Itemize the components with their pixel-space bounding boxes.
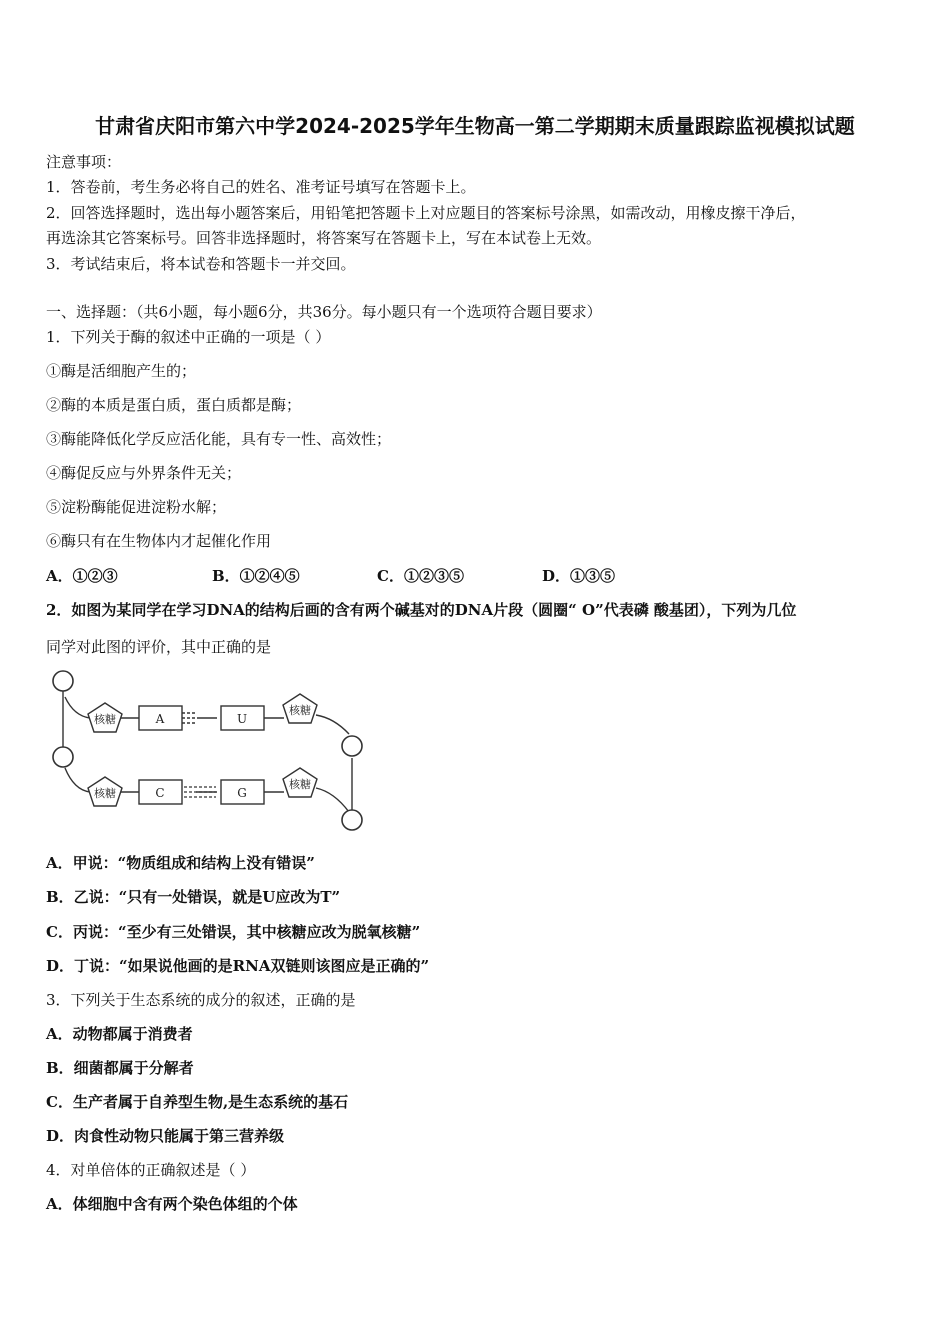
notice-item: 再选涂其它答案标号。回答非选择题时，将答案写在答题卡上，写在本试卷上无效。 [46, 229, 602, 247]
notice-item: 2．回答选择题时，选出每小题答案后，用铅笔把答题卡上对应题目的答案标号涂黑，如需改动，用橡皮擦干净后， [46, 204, 806, 222]
phosphate-circle [53, 671, 73, 691]
q3-option-b[interactable]: B．细菌都属于分解者 [46, 1059, 194, 1077]
q3-option-c[interactable]: C．生产者属于自养型生物,是生态系统的基石 [46, 1093, 349, 1111]
base-label-g: G [237, 786, 247, 800]
q1-statement: ②酶的本质是蛋白质，蛋白质都是酶； [46, 396, 302, 414]
backbone-line [316, 788, 349, 812]
question-2-stem: 2．如图为某同学在学习DNA的结构后画的含有两个碱基对的DNA片段（圆圈“ O”代表磷 酸基团），下列为几位 [46, 601, 797, 619]
q1-option-a[interactable]: A．①②③ [46, 567, 118, 585]
base-label-a: A [155, 712, 165, 726]
base-label-c: C [155, 786, 165, 800]
q1-statement: ⑤淀粉酶能促进淀粉水解； [46, 498, 227, 516]
q1-option-d[interactable]: D．①③⑤ [542, 567, 616, 585]
notice-item: 1．答卷前，考生务必将自己的姓名、准考证号填写在答题卡上。 [46, 178, 476, 196]
question-4-stem: 4．对单倍体的正确叙述是（ ） [46, 1161, 256, 1179]
question-1-stem: 1．下列关于酶的叙述中正确的一项是（ ） [46, 328, 331, 346]
notice-heading: 注意事项： [46, 153, 122, 171]
sugar-label: 核糖 [289, 778, 311, 791]
q2-option-d[interactable]: D．丁说：“如果说他画的是RNA双链则该图应是正确的” [46, 957, 430, 975]
question-3-stem: 3．下列关于生态系统的成分的叙述，正确的是 [46, 991, 356, 1009]
q1-statement: ③酶能降低化学反应活化能，具有专一性、高效性； [46, 430, 392, 448]
backbone-line [316, 715, 349, 734]
notice-item: 3．考试结束后，将本试卷和答题卡一并交回。 [46, 255, 356, 273]
q1-statement: ⑥酶只有在生物体内才起催化作用 [46, 532, 272, 550]
sugar-label: 核糖 [94, 713, 116, 726]
phosphate-circle [53, 747, 73, 767]
question-2-stem-cont: 同学对此图的评价，其中正确的是 [46, 638, 272, 656]
q4-option-a[interactable]: A．体细胞中含有两个染色体组的个体 [46, 1195, 298, 1213]
q1-statement: ①酶是活细胞产生的； [46, 362, 197, 380]
q2-option-a[interactable]: A．甲说：“物质组成和结构上没有错误” [46, 854, 315, 872]
phosphate-circle [342, 810, 362, 830]
dna-fragment-diagram [44, 668, 374, 838]
q2-option-b[interactable]: B．乙说：“只有一处错误，就是U应改为T” [46, 888, 341, 906]
q1-option-c[interactable]: C．①②③⑤ [377, 567, 464, 585]
base-label-u: U [236, 712, 248, 726]
page-title: 甘肃省庆阳市第六中学2024-2025学年生物高一第二学期期末质量跟踪监视模拟试题 [95, 114, 855, 138]
q1-option-b[interactable]: B．①②④⑤ [212, 567, 300, 585]
q3-option-d[interactable]: D．肉食性动物只能属于第三营养级 [46, 1127, 285, 1145]
backbone-line [65, 697, 90, 718]
q1-statement: ④酶促反应与外界条件无关； [46, 464, 242, 482]
phosphate-circle [342, 736, 362, 756]
backbone-line [65, 768, 90, 792]
q3-option-a[interactable]: A．动物都属于消费者 [46, 1025, 193, 1043]
sugar-label: 核糖 [94, 787, 116, 800]
sugar-label: 核糖 [289, 704, 311, 717]
q2-option-c[interactable]: C．丙说：“至少有三处错误，其中核糖应改为脱氧核糖” [46, 923, 421, 941]
section-heading: 一、选择题：（共6小题，每小题6分，共36分。每小题只有一个选项符合题目要求） [46, 303, 602, 321]
